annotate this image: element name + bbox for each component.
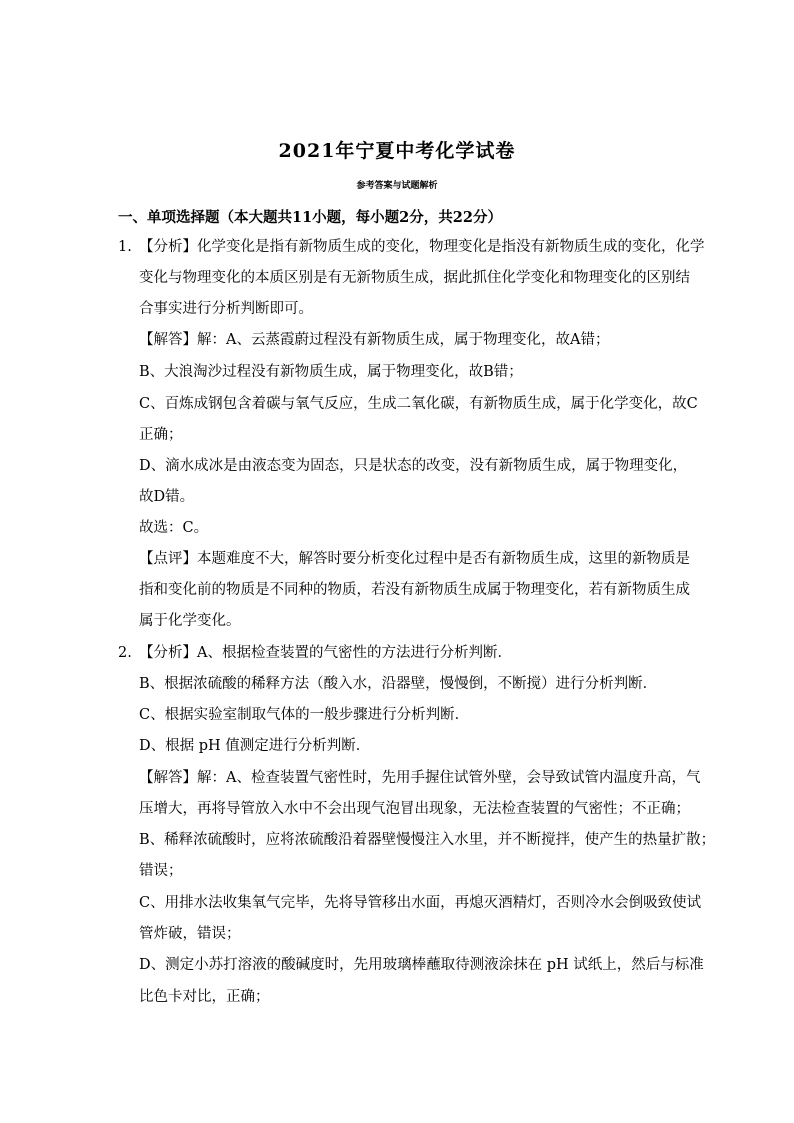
q2-line: B、稀释浓硫酸时，应将浓硫酸沿着器壁慢慢注入水里，并不断搅拌，使产生的热量扩散； xyxy=(139,832,716,848)
q2-line: 错误； xyxy=(139,863,183,879)
q1-line: 故D错。 xyxy=(139,489,195,505)
q2-line: D、测定小苏打溶液的酸碱度时，先用玻璃棒蘸取待测液涂抹在 pH 试纸上，然后与标准 xyxy=(139,957,704,973)
page-subtitle: 参考答案与试题解析 xyxy=(356,181,438,191)
q2-line: 管炸破，错误； xyxy=(139,926,241,942)
q1-line: D、滴水成冰是由液态变为固态，只是状态的改变，没有新物质生成，属于物理变化， xyxy=(139,458,688,474)
q1-line: 故选：C。 xyxy=(139,520,209,536)
q1-line: 合事实进行分析判断即可。 xyxy=(139,301,313,317)
q1-line: 【分析】化学变化是指有新物质生成的变化，物理变化是指没有新物质生成的变化，化学 xyxy=(139,239,705,255)
q1-line: B、大浪淘沙过程没有新物质生成，属于物理变化，故B错； xyxy=(139,364,523,380)
section-heading: 一、单项选择题（本大题共11小题，每小题2分，共22分） xyxy=(118,209,502,226)
q1-line: 指和变化前的物质是不同种的物质，若没有新物质生成属于物理变化，若有新物质生成 xyxy=(139,582,690,598)
question-2-number: 2. xyxy=(118,645,132,661)
q1-line: 属于化学变化。 xyxy=(139,613,241,629)
question-1-number: 1. xyxy=(118,239,132,255)
q1-line: 变化与物理变化的本质区别是有无新物质生成，据此抓住化学变化和物理变化的区别结 xyxy=(139,270,690,286)
q2-line: 【分析】A、根据检查装置的气密性的方法进行分析判断． xyxy=(139,645,512,661)
q2-line: D、根据 pH 值测定进行分析判断． xyxy=(139,738,371,754)
q2-line: 压增大，再将导管放入水中不会出现气泡冒出现象，无法检查装置的气密性；不正确； xyxy=(139,801,690,817)
q1-line: 【解答】解：A、云蒸霞蔚过程没有新物质生成，属于物理变化，故A错； xyxy=(139,332,610,348)
q2-line: C、用排水法收集氧气完毕，先将导管移出水面，再熄灭酒精灯，否则冷水会倒吸致使试 xyxy=(139,895,702,911)
page-title: 2021年宁夏中考化学试卷 xyxy=(278,140,516,162)
q2-line: C、根据实验室制取气体的一般步骤进行分析判断． xyxy=(139,707,470,723)
q1-line: C、百炼成钢包含着碳与氧气反应，生成二氧化碳，有新物质生成，属于化学变化，故C xyxy=(139,396,698,412)
q2-line: 比色卡对比，正确； xyxy=(139,989,270,1005)
q1-line: 【点评】本题难度不大，解答时要分析变化过程中是否有新物质生成，这里的新物质是 xyxy=(139,551,690,567)
q1-line: 正确； xyxy=(139,427,183,443)
q2-line: B、根据浓硫酸的稀释方法（酸入水，沿器壁，慢慢倒，不断搅）进行分析判断． xyxy=(139,676,658,692)
q2-line: 【解答】解：A、检查装置气密性时，先用手握住试管外壁，会导致试管内温度升高，气 xyxy=(139,770,701,786)
